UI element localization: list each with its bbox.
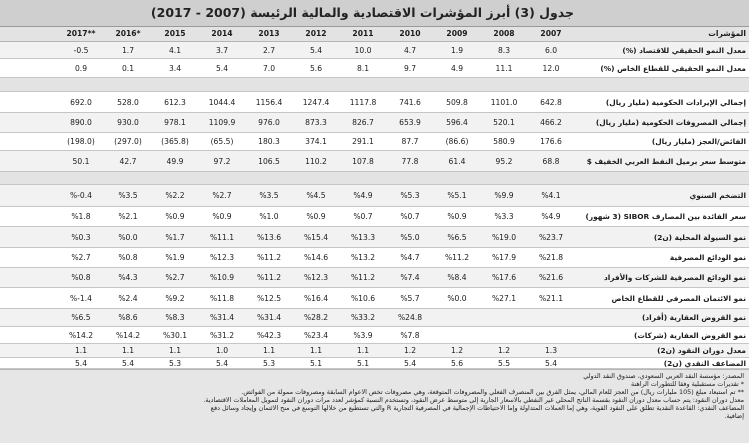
table-row — [0, 268, 749, 288]
value-cell: %9.9 — [494, 191, 514, 200]
value-cell: 1101.0 — [490, 98, 518, 107]
header-year: 2013 — [258, 29, 280, 38]
value-cell: %0.8 — [118, 253, 138, 262]
value-cell: 87.7 — [401, 137, 419, 146]
note-velocity: معدل دوران النقود: يتم حساب معدل دوران النقود بقسمة الناتج المحلي غير النفطي بالأسعار الجارية إلى متوسط عرض النقود، وتستخدم النسبة كمؤشر لعدد مرات دوران النقود لتمويل المعاملات الاقتصادية. — [203, 397, 744, 404]
value-cell: 1.2 — [497, 346, 511, 355]
value-cell: %5.3 — [400, 191, 420, 200]
table-row — [0, 207, 749, 227]
table-row — [0, 288, 749, 309]
table-row — [0, 185, 749, 207]
note-multiplier: المضاعف النقدي: القاعدة النقدية تطلق على النقود القوية، وهي إما العملات المتداولة وإما الاحتياطات الإجمالية في المصرفية التجارية R والتي تستطيع من خلالها التوسع في منح الائتمان وإيجاد وسائل دفع — [210, 405, 744, 412]
value-cell: 49.9 — [166, 157, 184, 166]
value-cell: 2.7 — [262, 46, 276, 55]
value-cell: 5.4 — [121, 359, 135, 368]
row-label: سعر الفائدة بين المصارف SIBOR (3 شهور) — [585, 212, 746, 221]
header-year: 2010 — [399, 29, 421, 38]
value-cell: %11.2 — [256, 253, 282, 262]
value-cell: %4.9 — [353, 191, 373, 200]
value-cell: %8.6 — [118, 313, 138, 322]
value-cell: -0.5 — [73, 46, 89, 55]
value-cell: %21.8 — [538, 253, 564, 262]
value-cell: 826.7 — [352, 118, 374, 127]
table-row — [0, 59, 749, 78]
value-cell: 466.2 — [540, 118, 562, 127]
value-cell: 5.1 — [309, 359, 323, 368]
header-year: 2009 — [446, 29, 468, 38]
value-cell: %4.5 — [306, 191, 326, 200]
value-cell: 741.6 — [399, 98, 421, 107]
row-label: معدل دوران النقود (ن2) — [657, 346, 746, 355]
value-cell: %23.4 — [303, 331, 329, 340]
value-cell: 978.1 — [164, 118, 186, 127]
value-cell: %13.2 — [350, 253, 376, 262]
value-cell: 61.4 — [448, 157, 466, 166]
value-cell: 1117.8 — [349, 98, 377, 107]
value-cell: %6.5 — [71, 313, 91, 322]
value-cell: 374.1 — [305, 137, 327, 146]
value-cell: %14.2 — [68, 331, 94, 340]
title-bar — [0, 0, 749, 27]
value-cell: (65.5) — [210, 137, 234, 146]
value-cell: 1.9 — [450, 46, 464, 55]
header-year: 2016* — [115, 29, 141, 38]
value-cell: 520.1 — [493, 118, 515, 127]
value-cell: %33.2 — [350, 313, 376, 322]
value-cell: %0.8 — [71, 273, 91, 282]
value-cell: %2.4 — [118, 294, 138, 303]
value-cell: %0.7 — [400, 212, 420, 221]
value-cell: 1.1 — [262, 346, 276, 355]
value-cell: %15.4 — [303, 233, 329, 242]
value-cell: 0.9 — [74, 64, 88, 73]
value-cell: %5.0 — [400, 233, 420, 242]
value-cell: 1.3 — [544, 346, 558, 355]
value-cell: 1.1 — [74, 346, 88, 355]
value-cell: %3.3 — [494, 212, 514, 221]
value-cell: 97.2 — [213, 157, 231, 166]
value-cell: 3.4 — [168, 64, 182, 73]
value-cell: %12.3 — [209, 253, 235, 262]
value-cell: (365.8) — [161, 137, 189, 146]
value-cell: %1.7 — [165, 233, 185, 242]
value-cell: 873.3 — [305, 118, 327, 127]
table-row — [0, 113, 749, 133]
value-cell: 5.6 — [450, 359, 464, 368]
value-cell: %7.4 — [400, 273, 420, 282]
note-deficit: ** تم استبعاد مبلغ (105 مليارات ريال) من العجز للعام المالي، يمثل الفرق بين المنصرف الفعلي والمصروفات المتوقعة، وهي مصروفات تخص الأعوام السابقة ومصروفات ممولة من الفوائض. — [241, 389, 744, 396]
notes-panel — [0, 369, 749, 443]
value-cell: %14.2 — [115, 331, 141, 340]
value-cell: 7.0 — [262, 64, 276, 73]
value-cell: %-0.4 — [69, 191, 93, 200]
value-cell: 1.1 — [121, 346, 135, 355]
value-cell: 9.7 — [403, 64, 417, 73]
header-year: 2017** — [66, 29, 96, 38]
note-multiplier-cont: إضافية. — [724, 413, 744, 420]
header-year: 2007 — [540, 29, 562, 38]
value-cell: %8.3 — [165, 313, 185, 322]
value-cell: %21.6 — [538, 273, 564, 282]
value-cell: %6.5 — [447, 233, 467, 242]
value-cell: 5.4 — [544, 359, 558, 368]
value-cell: 106.5 — [258, 157, 280, 166]
header-year: 2012 — [305, 29, 327, 38]
value-cell: %19.0 — [491, 233, 517, 242]
value-cell: 642.8 — [540, 98, 562, 107]
value-cell: %0.3 — [71, 233, 91, 242]
value-cell: 42.7 — [119, 157, 137, 166]
value-cell: 1.2 — [403, 346, 417, 355]
value-cell: %12.5 — [256, 294, 282, 303]
value-cell: %31.2 — [209, 331, 235, 340]
value-cell: %0.0 — [118, 233, 138, 242]
value-cell: %23.7 — [538, 233, 564, 242]
value-cell: 1044.4 — [208, 98, 236, 107]
value-cell: 5.6 — [309, 64, 323, 73]
value-cell: %14.6 — [303, 253, 329, 262]
value-cell: %27.1 — [491, 294, 517, 303]
table-row — [0, 309, 749, 327]
value-cell: %10.9 — [209, 273, 235, 282]
value-cell: %0.9 — [447, 212, 467, 221]
value-cell: 10.0 — [354, 46, 372, 55]
value-cell: 5.4 — [403, 359, 417, 368]
value-cell: %11.2 — [444, 253, 470, 262]
value-cell: %11.2 — [256, 273, 282, 282]
value-cell: %31.4 — [209, 313, 235, 322]
value-cell: %16.4 — [303, 294, 329, 303]
value-cell: 5.5 — [497, 359, 511, 368]
value-cell: 890.0 — [70, 118, 92, 127]
value-cell: (297.0) — [114, 137, 142, 146]
value-cell: 5.1 — [356, 359, 370, 368]
value-cell: 0.1 — [121, 64, 135, 73]
value-cell: 95.2 — [495, 157, 513, 166]
value-cell: %2.7 — [165, 273, 185, 282]
value-cell: %28.2 — [303, 313, 329, 322]
value-cell: 1.1 — [356, 346, 370, 355]
value-cell: %11.8 — [209, 294, 235, 303]
value-cell: 4.9 — [450, 64, 464, 73]
row-label: إجمالي الإيرادات الحكومية (مليار ريال) — [605, 98, 746, 107]
value-cell: 692.0 — [70, 98, 92, 107]
row-label: نمو الودائع المصرفية — [669, 253, 746, 262]
value-cell: %0.7 — [353, 212, 373, 221]
value-cell: %9.2 — [165, 294, 185, 303]
value-cell: 107.8 — [352, 157, 374, 166]
table-row — [0, 92, 749, 113]
header-year: 2011 — [352, 29, 374, 38]
value-cell: 5.4 — [215, 359, 229, 368]
table-row — [0, 358, 749, 369]
value-cell: 5.3 — [168, 359, 182, 368]
header-year: 2014 — [211, 29, 233, 38]
value-cell: %4.1 — [541, 191, 561, 200]
row-label: نمو القروض العقارية (أفراد) — [642, 313, 746, 322]
table-title: جدول (3) أبرز المؤشرات الاقتصادية والمالية الرئيسة (2007 - 2017) — [150, 5, 574, 20]
value-cell: %11.1 — [209, 233, 235, 242]
value-cell: %5.7 — [400, 294, 420, 303]
table-header — [0, 27, 749, 42]
header-year: 2008 — [493, 29, 515, 38]
table-row — [0, 227, 749, 248]
value-cell: 1.1 — [168, 346, 182, 355]
value-cell: 1156.4 — [255, 98, 283, 107]
value-cell: 1109.9 — [208, 118, 236, 127]
value-cell: 68.8 — [542, 157, 560, 166]
value-cell: %11.2 — [350, 273, 376, 282]
value-cell: %13.3 — [350, 233, 376, 242]
value-cell: 12.0 — [542, 64, 560, 73]
row-label: معدل النمو الحقيقي للقطاع الخاص (%) — [600, 64, 746, 73]
table-row — [0, 344, 749, 358]
table-row — [0, 327, 749, 344]
row-label: متوسط سعر برميل النفط العربي الخفيف $ — [586, 157, 746, 166]
value-cell: %17.9 — [491, 253, 517, 262]
value-cell: 509.8 — [446, 98, 468, 107]
table-row — [0, 133, 749, 151]
value-cell: 930.0 — [117, 118, 139, 127]
value-cell: 8.1 — [356, 64, 370, 73]
row-label: الفائض/العجز (مليار ريال) — [651, 137, 746, 146]
value-cell: 5.4 — [215, 64, 229, 73]
value-cell: %3.5 — [118, 191, 138, 200]
row-label: إجمالي المصروفات الحكومية (مليار ريال) — [595, 118, 746, 127]
value-cell: 580.9 — [493, 137, 515, 146]
value-cell: (198.0) — [67, 137, 95, 146]
value-cell: %0.9 — [306, 212, 326, 221]
value-cell: %17.6 — [491, 273, 517, 282]
value-cell: %13.6 — [256, 233, 282, 242]
value-cell: %3.5 — [259, 191, 279, 200]
value-cell: %5.1 — [447, 191, 467, 200]
value-cell: (86.6) — [445, 137, 469, 146]
value-cell: 1.7 — [121, 46, 135, 55]
note-source: المصدر: مؤسسة النقد العربي السعودي، صندوق النقد الدولي — [583, 373, 744, 380]
value-cell: %42.3 — [256, 331, 282, 340]
value-cell: %4.7 — [400, 253, 420, 262]
value-cell: %3.9 — [353, 331, 373, 340]
value-cell: 291.1 — [352, 137, 374, 146]
value-cell: %2.7 — [71, 253, 91, 262]
value-cell: %21.1 — [538, 294, 564, 303]
row-label: التضخم السنوي — [689, 191, 746, 200]
value-cell: %4.3 — [118, 273, 138, 282]
header-label: المؤشرات — [708, 29, 746, 38]
row-label: معدل النمو الحقيقي للاقتصاد (%) — [622, 46, 746, 55]
value-cell: %30.1 — [162, 331, 188, 340]
value-cell: %0.9 — [212, 212, 232, 221]
value-cell: %31.4 — [256, 313, 282, 322]
value-cell: %0.0 — [447, 294, 467, 303]
value-cell: 528.0 — [117, 98, 139, 107]
value-cell: %1.8 — [71, 212, 91, 221]
value-cell: %4.9 — [541, 212, 561, 221]
value-cell: 612.3 — [164, 98, 186, 107]
row-label: نمو الائتمان المصرفي للقطاع الخاص — [611, 294, 746, 303]
value-cell: %2.1 — [118, 212, 138, 221]
value-cell: 4.1 — [168, 46, 182, 55]
value-cell: %2.2 — [165, 191, 185, 200]
value-cell: 976.0 — [258, 118, 280, 127]
value-cell: 11.1 — [495, 64, 513, 73]
value-cell: 50.1 — [72, 157, 90, 166]
value-cell: 77.8 — [401, 157, 419, 166]
value-cell: 596.4 — [446, 118, 468, 127]
value-cell: 176.6 — [540, 137, 562, 146]
value-cell: %12.3 — [303, 273, 329, 282]
table-row — [0, 151, 749, 172]
value-cell: %1.0 — [259, 212, 279, 221]
value-cell: 3.7 — [215, 46, 229, 55]
value-cell: 180.3 — [258, 137, 280, 146]
value-cell: %10.6 — [350, 294, 376, 303]
table-row — [0, 42, 749, 59]
value-cell: 1.1 — [309, 346, 323, 355]
row-label: نمو السيولة المحلية (ن2) — [653, 233, 746, 242]
row-label: المضاعف النقدي (ن2) — [663, 359, 746, 368]
value-cell: 110.2 — [305, 157, 327, 166]
value-cell: %0.9 — [165, 212, 185, 221]
value-cell: 653.9 — [399, 118, 421, 127]
header-year: 2015 — [164, 29, 186, 38]
row-label: نمو القروض العقارية (شركات) — [633, 331, 746, 340]
value-cell: 8.3 — [497, 46, 511, 55]
separator-row — [0, 172, 749, 185]
value-cell: 5.4 — [309, 46, 323, 55]
value-cell: %8.4 — [447, 273, 467, 282]
value-cell: %7.8 — [400, 331, 420, 340]
note-estimate: * تقديرات مستقبلية وفقاً للتطورات الراهنة — [631, 381, 744, 388]
value-cell: %1.9 — [165, 253, 185, 262]
value-cell: %-1.4 — [69, 294, 93, 303]
separator-row — [0, 78, 749, 92]
table-row — [0, 248, 749, 268]
value-cell: 5.4 — [74, 359, 88, 368]
value-cell: 4.7 — [403, 46, 417, 55]
value-cell: 1.2 — [450, 346, 464, 355]
value-cell: %24.8 — [397, 313, 423, 322]
row-label: نمو الودائع المصرفية للشركات والأفراد — [603, 273, 746, 282]
value-cell: %2.7 — [212, 191, 232, 200]
value-cell: 6.0 — [544, 46, 558, 55]
value-cell: 1247.4 — [302, 98, 330, 107]
value-cell: 5.3 — [262, 359, 276, 368]
value-cell: 1.0 — [215, 346, 229, 355]
